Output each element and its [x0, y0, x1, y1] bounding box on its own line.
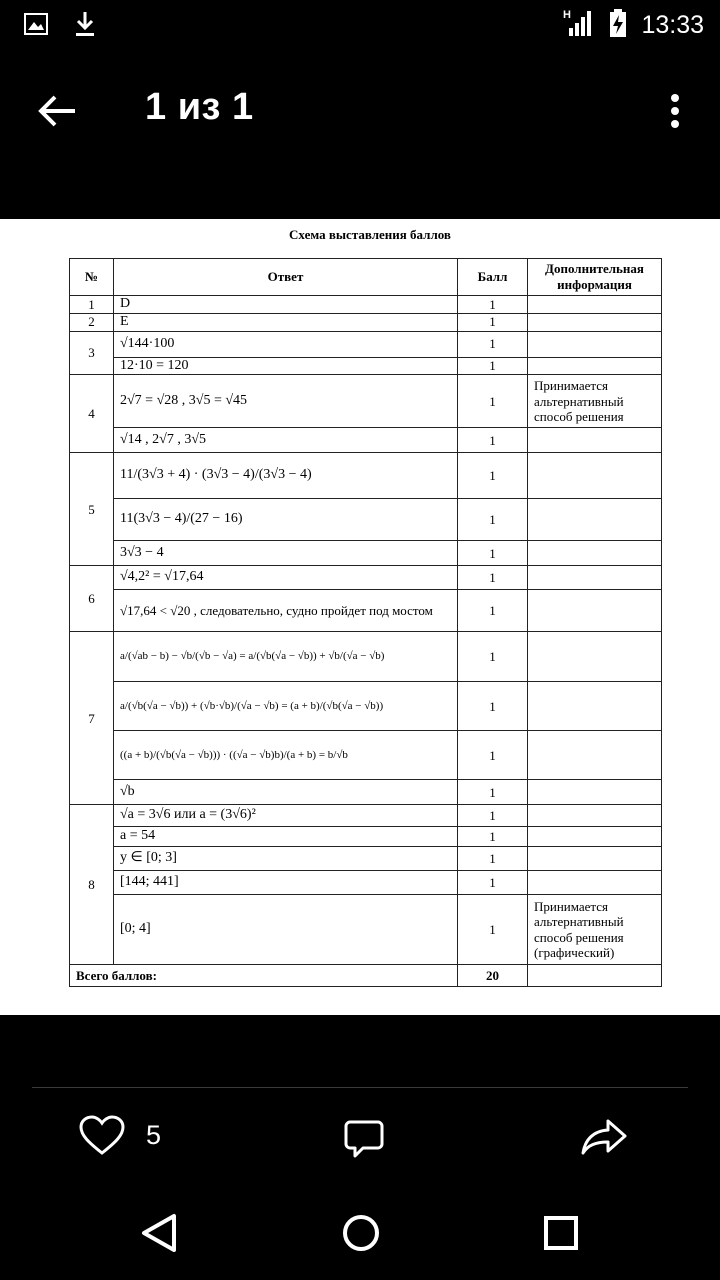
task-number: 7 — [70, 632, 114, 805]
answer-cell: √17,64 < √20 , следовательно, судно пройдет под мостом — [114, 590, 458, 632]
table-row — [70, 682, 662, 731]
table-row — [70, 296, 662, 314]
points-cell: 1 — [458, 428, 528, 453]
nav-back-icon — [138, 1212, 180, 1254]
share-button[interactable] — [580, 1118, 628, 1160]
header-num: № — [70, 259, 114, 296]
answer-cell: D — [114, 296, 458, 314]
answer-cell: 12·10 = 120 — [114, 357, 458, 375]
navigation-bar — [0, 1190, 720, 1280]
additional-cell — [528, 428, 662, 453]
answer-cell: E — [114, 313, 458, 331]
task-number: 8 — [70, 805, 114, 965]
heart-icon — [78, 1114, 126, 1156]
points-cell: 1 — [458, 357, 528, 375]
answer-cell: √4,2² = √17,64 — [114, 566, 458, 590]
like-button[interactable] — [78, 1114, 161, 1156]
additional-cell — [528, 731, 662, 780]
answer-cell: 11/(3√3 + 4) · (3√3 − 4)/(3√3 − 4) — [114, 453, 458, 499]
answer-cell: [144; 441] — [114, 871, 458, 895]
points-cell: 1 — [458, 632, 528, 682]
points-cell: 1 — [458, 682, 528, 731]
points-cell: 1 — [458, 541, 528, 566]
additional-cell: Принимается альтернативный способ решения (графический) — [528, 895, 662, 965]
points-cell: 1 — [458, 731, 528, 780]
table-row — [70, 566, 662, 590]
total-row — [70, 965, 662, 987]
points-cell: 1 — [458, 895, 528, 965]
total-additional — [528, 965, 662, 987]
table-row — [70, 805, 662, 827]
points-cell: 1 — [458, 375, 528, 428]
task-number: 2 — [70, 313, 114, 331]
nav-recent-button[interactable] — [542, 1214, 580, 1256]
actions-divider — [32, 1087, 688, 1088]
points-cell: 1 — [458, 827, 528, 847]
task-number: 4 — [70, 375, 114, 453]
table-row — [70, 541, 662, 566]
document-image[interactable] — [0, 219, 720, 1015]
table-row — [70, 375, 662, 428]
additional-cell — [528, 566, 662, 590]
battery-charging-icon — [609, 8, 627, 42]
actions-bar — [0, 1100, 720, 1180]
answer-cell: √144·100 — [114, 331, 458, 357]
header-additional: Дополнительная информация — [528, 259, 662, 296]
table-row — [70, 453, 662, 499]
table-row — [70, 331, 662, 357]
table-row — [70, 827, 662, 847]
back-button[interactable] — [32, 86, 82, 136]
nav-back-button[interactable] — [138, 1212, 180, 1258]
total-points: 20 — [458, 965, 528, 987]
additional-cell — [528, 331, 662, 357]
additional-cell — [528, 296, 662, 314]
table-row — [70, 357, 662, 375]
table-row — [70, 895, 662, 965]
total-label: Всего баллов: — [70, 965, 458, 987]
header-answer: Ответ — [114, 259, 458, 296]
scoring-table — [69, 258, 662, 987]
points-cell: 1 — [458, 313, 528, 331]
points-cell: 1 — [458, 805, 528, 827]
answer-cell: ((a + b)/(√b(√a − √b))) · ((√a − √b)b)/(a + b) = b/√b — [114, 731, 458, 780]
answer-cell: √a = 3√6 или a = (3√6)² — [114, 805, 458, 827]
additional-cell — [528, 871, 662, 895]
additional-cell — [528, 682, 662, 731]
additional-cell — [528, 453, 662, 499]
additional-cell: Принимается альтернативный способ решения — [528, 375, 662, 428]
points-cell: 1 — [458, 871, 528, 895]
signal-icon — [563, 8, 595, 42]
answer-cell: 2√7 = √28 , 3√5 = √45 — [114, 375, 458, 428]
additional-cell — [528, 805, 662, 827]
table-row — [70, 590, 662, 632]
table-row — [70, 499, 662, 541]
answer-cell: 11(3√3 − 4)/(27 − 16) — [114, 499, 458, 541]
table-row — [70, 313, 662, 331]
app-bar — [0, 60, 720, 160]
more-vertical-icon — [670, 94, 680, 128]
page-title: 1 из 1 — [145, 86, 254, 128]
additional-cell — [528, 632, 662, 682]
additional-cell — [528, 499, 662, 541]
points-cell: 1 — [458, 847, 528, 871]
nav-home-button[interactable] — [340, 1212, 382, 1258]
points-cell: 1 — [458, 331, 528, 357]
answer-cell: a/(√ab − b) − √b/(√b − √a) = a/(√b(√a − √b)) + √b/(√a − √b) — [114, 632, 458, 682]
status-bar — [0, 0, 720, 50]
points-cell: 1 — [458, 499, 528, 541]
points-cell: 1 — [458, 566, 528, 590]
points-cell: 1 — [458, 590, 528, 632]
table-row — [70, 731, 662, 780]
additional-cell — [528, 780, 662, 805]
share-icon — [580, 1118, 628, 1156]
table-row — [70, 428, 662, 453]
answer-cell: y ∈ [0; 3] — [114, 847, 458, 871]
points-cell: 1 — [458, 780, 528, 805]
clock: 13:33 — [641, 10, 704, 39]
network-type-label: H — [563, 9, 572, 21]
gallery-icon — [24, 13, 48, 39]
nav-recent-icon — [542, 1214, 580, 1252]
additional-cell — [528, 357, 662, 375]
additional-cell — [528, 541, 662, 566]
more-menu-button[interactable] — [660, 86, 690, 136]
table-row — [70, 632, 662, 682]
answer-cell: 3√3 − 4 — [114, 541, 458, 566]
table-row — [70, 847, 662, 871]
table-row — [70, 871, 662, 895]
additional-cell — [528, 590, 662, 632]
like-count: 5 — [146, 1119, 162, 1150]
document-title: Схема выставления баллов — [289, 227, 451, 242]
answer-cell: [0; 4] — [114, 895, 458, 965]
comment-icon — [343, 1118, 385, 1160]
table-header-row — [70, 259, 662, 296]
task-number: 5 — [70, 453, 114, 566]
download-icon — [74, 10, 96, 42]
answer-cell: √14 , 2√7 , 3√5 — [114, 428, 458, 453]
points-cell: 1 — [458, 296, 528, 314]
answer-cell: √b — [114, 780, 458, 805]
task-number: 6 — [70, 566, 114, 632]
arrow-left-icon — [37, 94, 77, 128]
table-row — [70, 780, 662, 805]
task-number: 3 — [70, 331, 114, 375]
answer-cell: a/(√b(√a − √b)) + (√b·√b)/(√a − √b) = (a + b)/(√b(√a − √b)) — [114, 682, 458, 731]
comment-button[interactable] — [343, 1118, 385, 1164]
task-number: 1 — [70, 296, 114, 314]
additional-cell — [528, 313, 662, 331]
additional-cell — [528, 847, 662, 871]
nav-home-icon — [340, 1212, 382, 1254]
additional-cell — [528, 827, 662, 847]
header-points: Балл — [458, 259, 528, 296]
answer-cell: a = 54 — [114, 827, 458, 847]
points-cell: 1 — [458, 453, 528, 499]
